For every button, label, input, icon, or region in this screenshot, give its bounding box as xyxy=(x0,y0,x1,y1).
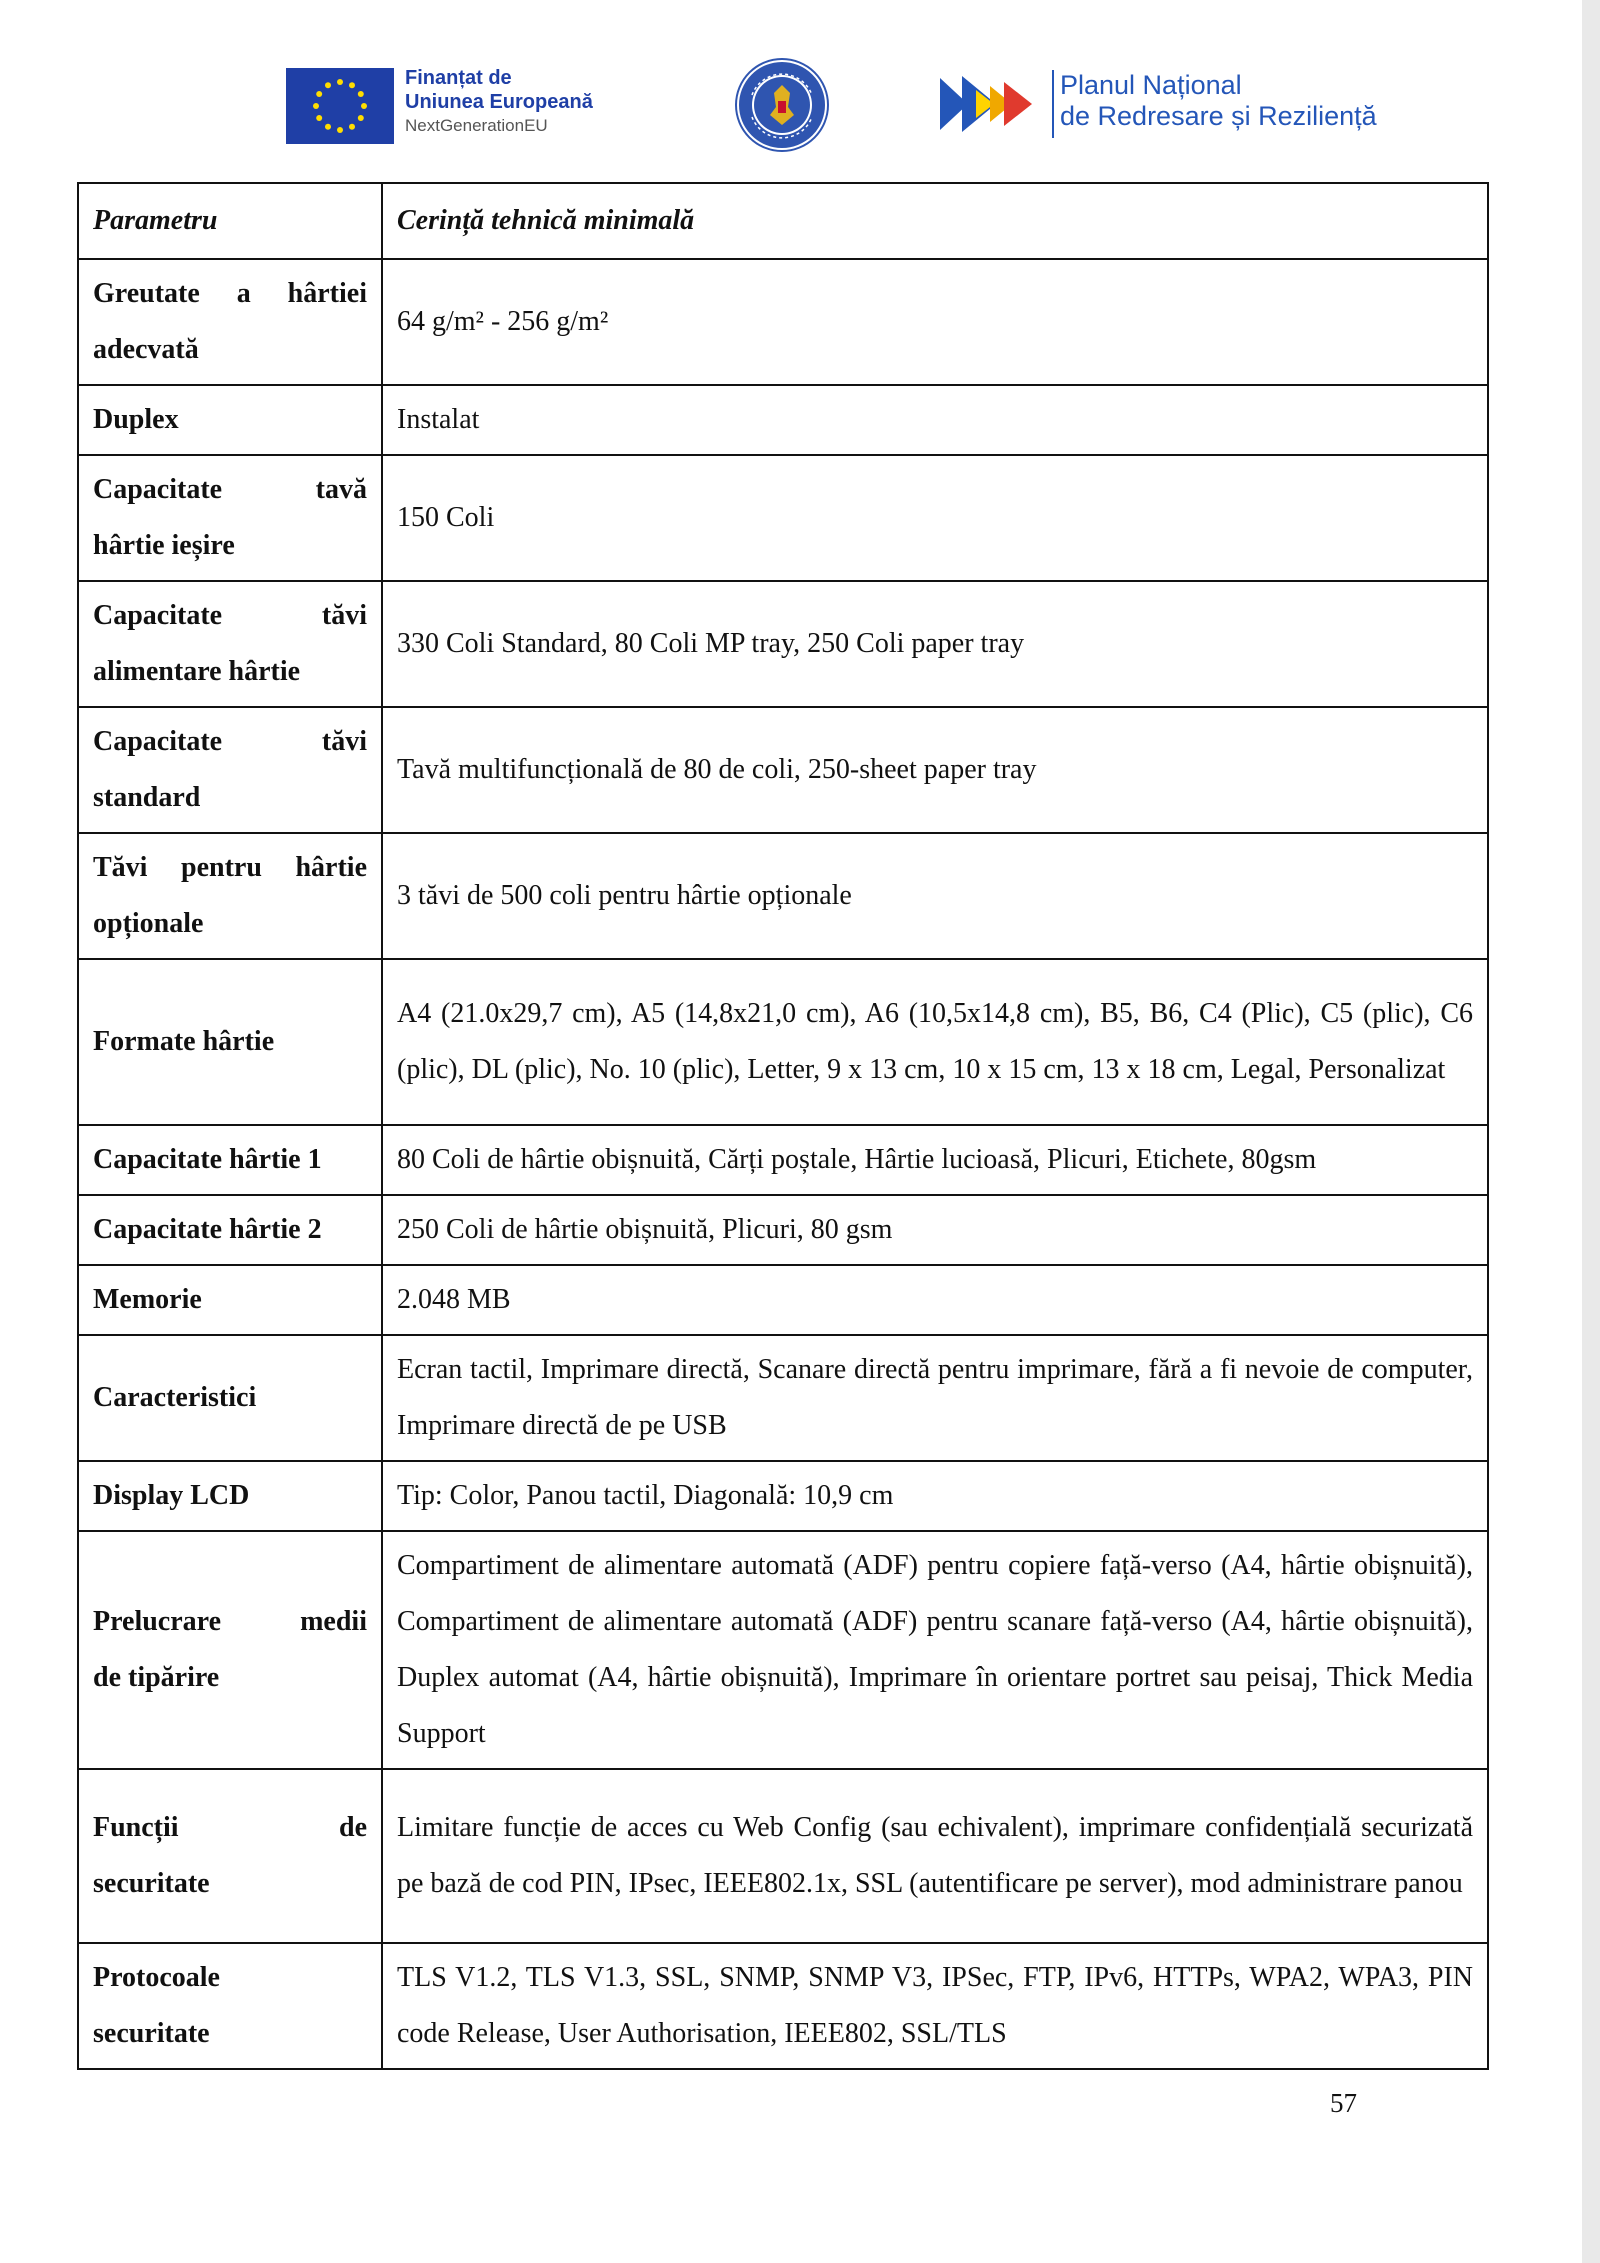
param-line: Capacitate tăvi xyxy=(93,600,367,631)
value-cell: 80 Coli de hârtie obișnuită, Cărți poștale, Hârtie lucioasă, Plicuri, Etichete, 80gsm xyxy=(382,1125,1488,1195)
param-cell xyxy=(78,1265,382,1335)
table-row xyxy=(78,1943,1488,2069)
value-cell: Tip: Color, Panou tactil, Diagonală: 10,9 cm xyxy=(382,1461,1488,1531)
table-row xyxy=(78,1769,1488,1943)
param-line: Display LCD xyxy=(93,1480,250,1511)
param-line: Capacitate hârtie 2 xyxy=(93,1214,322,1245)
page-edge xyxy=(1582,0,1600,2263)
header-cerinta: Cerință tehnică minimală xyxy=(382,183,1488,259)
param-cell xyxy=(78,707,382,833)
param-line: Prelucrare medii xyxy=(93,1606,367,1637)
param-cell xyxy=(78,1195,382,1265)
pnrr-label xyxy=(1060,70,1377,132)
value-cell: 64 g/m² - 256 g/m² xyxy=(382,259,1488,385)
value-cell: 250 Coli de hârtie obișnuită, Plicuri, 80 gsm xyxy=(382,1195,1488,1265)
param-cell xyxy=(78,259,382,385)
romanian-government-seal-icon xyxy=(732,55,832,155)
param-line: Capacitate hârtie 1 xyxy=(93,1144,322,1175)
param-cell xyxy=(78,833,382,959)
param-cell xyxy=(78,455,382,581)
param-line: adecvată xyxy=(93,334,199,365)
table-row xyxy=(78,1531,1488,1769)
eu-funding-label xyxy=(405,66,593,138)
param-line: securitate xyxy=(93,1868,210,1899)
page-number: 57 xyxy=(1330,2088,1357,2118)
value-cell: Instalat xyxy=(382,385,1488,455)
eu-flag-icon xyxy=(286,68,394,144)
param-cell xyxy=(78,1125,382,1195)
table-row xyxy=(78,1195,1488,1265)
param-line: Caracteristici xyxy=(93,1382,257,1413)
value-cell: 3 tăvi de 500 coli pentru hârtie opționale xyxy=(382,833,1488,959)
param-line: Protocoale xyxy=(93,1962,220,1993)
table-row xyxy=(78,707,1488,833)
value-cell: Tavă multifuncțională de 80 de coli, 250-sheet paper tray xyxy=(382,707,1488,833)
param-line: opționale xyxy=(93,908,204,939)
technical-spec-table xyxy=(77,182,1489,2070)
eu-label-line-3: NextGenerationEU xyxy=(405,116,548,135)
pnrr-divider xyxy=(1052,70,1054,138)
param-line: Capacitate tavă xyxy=(93,474,367,505)
value-cell: TLS V1.2, TLS V1.3, SSL, SNMP, SNMP V3, IPSec, FTP, IPv6, HTTPs, WPA2, WPA3, PIN code Release, User Authorisation, IEEE802, SSL/TLS xyxy=(382,1943,1488,2069)
param-line: Capacitate tăvi xyxy=(93,726,367,757)
param-line: Memorie xyxy=(93,1284,202,1315)
pnrr-label-line-1: Planul Național xyxy=(1060,70,1242,100)
param-cell xyxy=(78,1943,382,2069)
param-cell xyxy=(78,1769,382,1943)
param-line: Greutate a hârtiei xyxy=(93,278,367,309)
value-cell: A4 (21.0x29,7 cm), A5 (14,8x21,0 cm), A6 (10,5x14,8 cm), B5, B6, C4 (Plic), C5 (plic), C6 (plic), DL (plic), No. 10 (plic), Letter, 9 x 13 cm, 10 x 15 cm, 13 x 18 cm, Legal, Personalizat xyxy=(382,959,1488,1125)
param-cell xyxy=(78,581,382,707)
pnrr-arrow-icon xyxy=(940,68,1046,140)
header-parametru: Parametru xyxy=(78,183,382,259)
param-line: hârtie ieșire xyxy=(93,530,235,561)
param-cell xyxy=(78,1531,382,1769)
param-line: alimentare hârtie xyxy=(93,656,301,687)
table-row xyxy=(78,833,1488,959)
table-row xyxy=(78,1125,1488,1195)
param-cell xyxy=(78,1461,382,1531)
param-line: Tăvi pentru hârtie xyxy=(93,852,367,883)
value-cell: Ecran tactil, Imprimare directă, Scanare directă pentru imprimare, fără a fi nevoie de computer, Imprimare directă de pe USB xyxy=(382,1335,1488,1461)
param-cell xyxy=(78,385,382,455)
table-row xyxy=(78,385,1488,455)
param-line: securitate xyxy=(93,2018,210,2049)
table-header-row xyxy=(78,183,1488,259)
param-line: de tipărire xyxy=(93,1662,220,1693)
param-cell xyxy=(78,1335,382,1461)
param-line: Formate hârtie xyxy=(93,1026,275,1057)
value-cell: 150 Coli xyxy=(382,455,1488,581)
eu-label-line-2: Uniunea Europeană xyxy=(405,91,593,113)
table-row xyxy=(78,259,1488,385)
param-cell xyxy=(78,959,382,1125)
table-row xyxy=(78,1265,1488,1335)
param-line: standard xyxy=(93,782,201,813)
table-row xyxy=(78,581,1488,707)
table-row xyxy=(78,959,1488,1125)
eu-label-line-1: Finanțat de xyxy=(405,67,512,89)
page-header xyxy=(0,0,1600,170)
table-row xyxy=(78,1335,1488,1461)
pnrr-label-line-2: de Redresare și Reziliență xyxy=(1060,101,1377,131)
value-cell: Compartiment de alimentare automată (ADF) pentru copiere față-verso (A4, hârtie obișnuită), Compartiment de alimentare automată (ADF) pentru scanare față-verso (A4, hârtie obișnuită), Duplex automat (A4, hârtie obișnuită), Imprimare în orientare portret sau peisaj, Thick Media Support xyxy=(382,1531,1488,1769)
value-cell: 2.048 MB xyxy=(382,1265,1488,1335)
table-row xyxy=(78,1461,1488,1531)
value-cell: Limitare funcție de acces cu Web Config (sau echivalent), imprimare confidențială securizată pe bază de cod PIN, IPsec, IEEE802.1x, SSL (autentificare pe server), mod administrare panou xyxy=(382,1769,1488,1943)
table-row xyxy=(78,455,1488,581)
param-line: Funcții de xyxy=(93,1812,367,1843)
param-line: Duplex xyxy=(93,404,179,435)
value-cell: 330 Coli Standard, 80 Coli MP tray, 250 Coli paper tray xyxy=(382,581,1488,707)
